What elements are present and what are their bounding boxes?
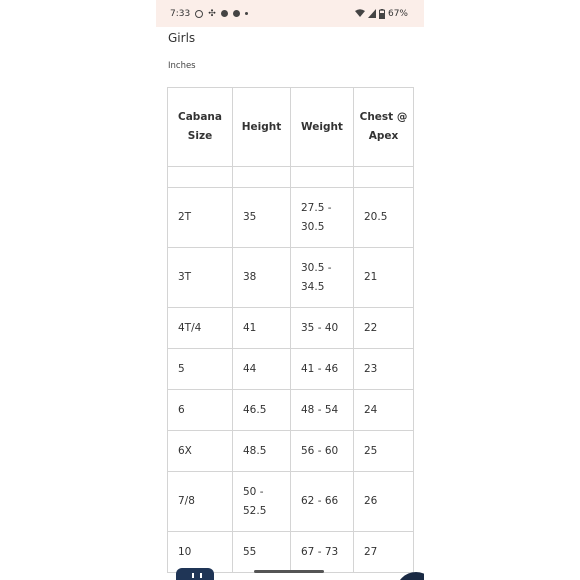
- table-empty-row: [168, 167, 414, 188]
- table-row: [168, 308, 414, 349]
- table-cell: 24: [354, 390, 414, 431]
- table-cell: 30.5 - 34.5: [291, 248, 354, 308]
- table-header-row: [168, 88, 414, 167]
- table-cell: 46.5: [233, 390, 291, 431]
- table-row: [168, 248, 414, 308]
- table-row: [168, 431, 414, 472]
- table-cell: 20.5: [354, 188, 414, 248]
- table-cell: [291, 167, 354, 188]
- table-cell: 41 - 46: [291, 349, 354, 390]
- table-cell: 10: [168, 532, 233, 573]
- size-chart-table: [167, 87, 414, 573]
- alert-icon: [221, 10, 228, 17]
- phone-screen: [156, 0, 424, 580]
- table-cell: 38: [233, 248, 291, 308]
- alert-icon-2: [233, 10, 240, 17]
- gesture-nav-handle[interactable]: [254, 570, 324, 573]
- table-cell: 25: [354, 431, 414, 472]
- table-cell: 50 - 52.5: [233, 472, 291, 532]
- table-cell: 48.5: [233, 431, 291, 472]
- table-cell: 6: [168, 390, 233, 431]
- table-cell: 6X: [168, 431, 233, 472]
- table-row: [168, 349, 414, 390]
- signal-icon: [368, 9, 376, 18]
- table-cell: 2T: [168, 188, 233, 248]
- table-cell: [168, 167, 233, 188]
- table-row: [168, 472, 414, 532]
- status-bar: [156, 0, 424, 27]
- table-cell: 23: [354, 349, 414, 390]
- table-cell: 67 - 73: [291, 532, 354, 573]
- table-cell: 7/8: [168, 472, 233, 532]
- wifi-icon: [355, 9, 365, 18]
- status-left: [170, 9, 248, 19]
- floating-action-button[interactable]: [396, 572, 424, 580]
- table-cell: 56 - 60: [291, 431, 354, 472]
- table-row: [168, 532, 414, 573]
- table-cell: 44: [233, 349, 291, 390]
- table-cell: 26: [354, 472, 414, 532]
- section-title: Girls: [168, 31, 196, 45]
- chat-button[interactable]: [176, 568, 214, 580]
- table-cell: 41: [233, 308, 291, 349]
- notification-circle-icon: [195, 10, 203, 18]
- status-right: [355, 9, 408, 19]
- battery-percent: 67%: [387, 8, 408, 19]
- table-cell: [233, 167, 291, 188]
- table-row: [168, 188, 414, 248]
- header-cabana-size: Cabana Size: [168, 88, 233, 167]
- table-cell: 55: [233, 532, 291, 573]
- table-cell: 22: [354, 308, 414, 349]
- table-cell: [354, 167, 414, 188]
- table-cell: 21: [354, 248, 414, 308]
- table-cell: 5: [168, 349, 233, 390]
- table-cell: 62 - 66: [291, 472, 354, 532]
- units-label: Inches: [168, 61, 196, 71]
- table-row: [168, 390, 414, 431]
- table-cell: 35: [233, 188, 291, 248]
- header-weight: Weight: [291, 88, 354, 167]
- more-notifications-dot-icon: [245, 12, 248, 15]
- network-share-icon: ✣: [208, 8, 216, 19]
- table-cell: 3T: [168, 248, 233, 308]
- header-chest: Chest @ Apex: [354, 88, 414, 167]
- battery-icon: [379, 9, 385, 19]
- table-cell: 27.5 - 30.5: [291, 188, 354, 248]
- table-cell: 27: [354, 532, 414, 573]
- status-time: 7:33: [170, 8, 191, 19]
- header-height: Height: [233, 88, 291, 167]
- table-cell: 4T/4: [168, 308, 233, 349]
- table-cell: 48 - 54: [291, 390, 354, 431]
- table-cell: 35 - 40: [291, 308, 354, 349]
